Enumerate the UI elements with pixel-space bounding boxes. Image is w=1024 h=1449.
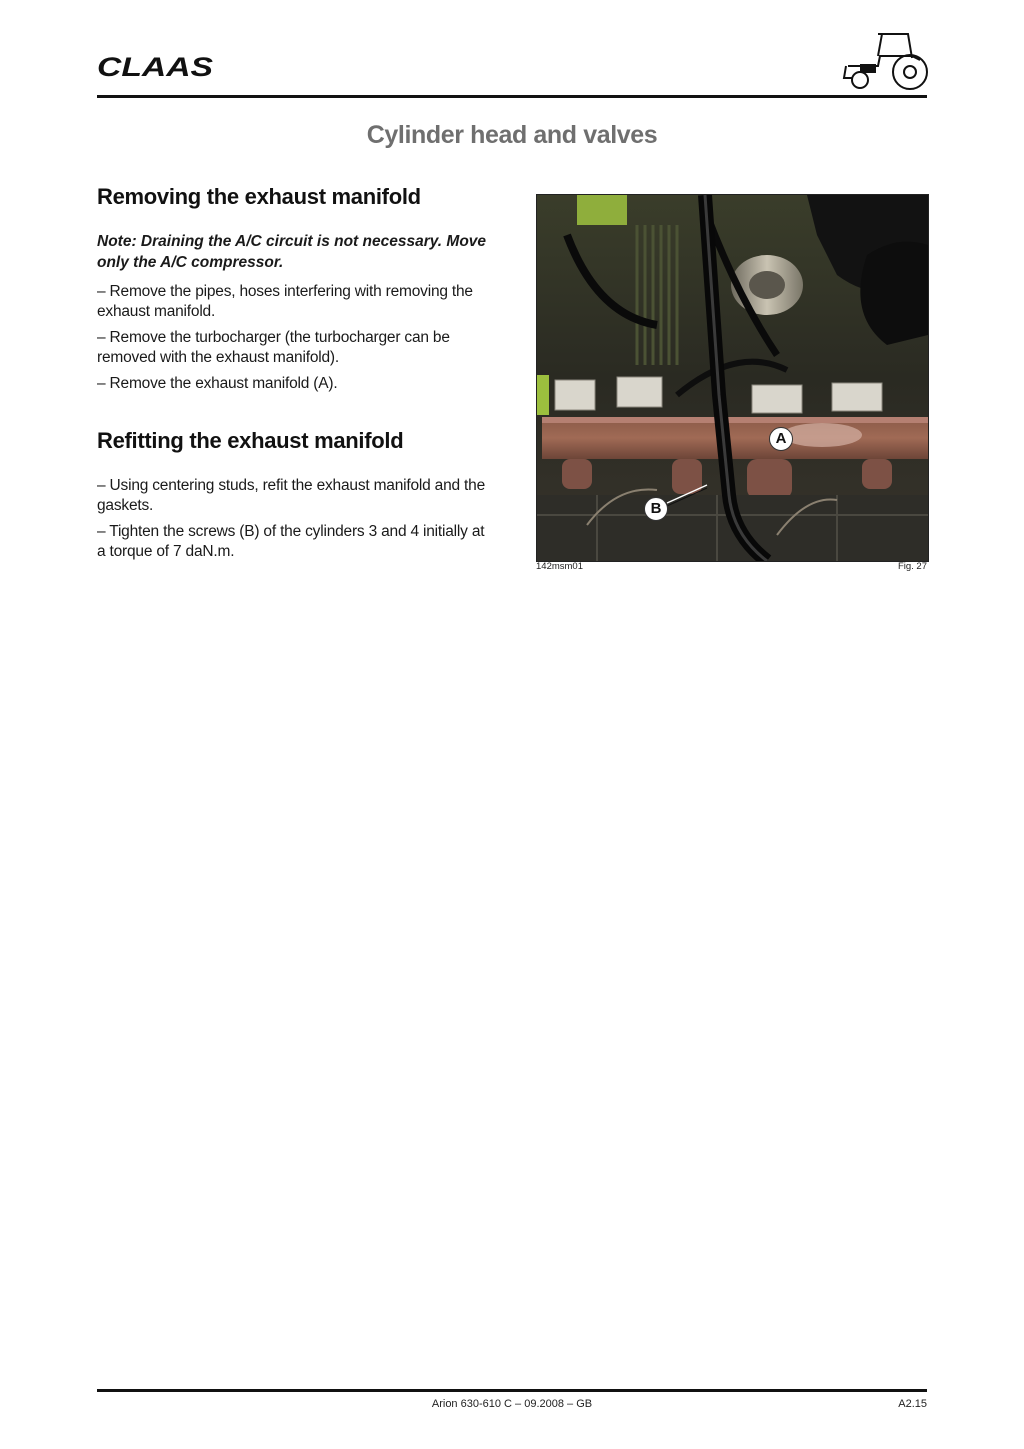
claas-logo <box>97 52 217 82</box>
page-number: A2.15 <box>898 1398 927 1410</box>
footer-rule <box>97 1389 927 1392</box>
logo-wordmark: CLAAS <box>97 52 213 82</box>
removing-steps <box>97 282 492 400</box>
step-text: – Remove the exhaust manifold (A). <box>97 375 338 392</box>
tractor-icon <box>838 30 930 92</box>
step-text: – Remove the pipes, hoses interfering with removing the exhaust manifold. <box>97 283 473 320</box>
note-block <box>97 231 492 273</box>
figure-image-id: 142msm01 <box>536 561 583 572</box>
step-text: – Tighten the screws (B) of the cylinders 3 and 4 initially at a torque of 7 daN.m. <box>97 523 485 560</box>
callout-a: A <box>769 427 793 451</box>
refitting-steps <box>97 476 492 568</box>
section-heading-removing: Removing the exhaust manifold <box>97 184 421 209</box>
section-refitting <box>97 428 492 454</box>
section-heading-refitting: Refitting the exhaust manifold <box>97 428 404 453</box>
section-removing <box>97 184 492 210</box>
engine-photo <box>536 194 929 562</box>
footer-doc-info: Arion 630-610 C – 09.2008 – GB <box>431 1398 593 1410</box>
header-rule <box>97 95 927 98</box>
callout-b: B <box>644 497 668 521</box>
figure-number: Fig. 27 <box>897 561 927 572</box>
note-text: Note: Draining the A/C circuit is not necessary. Move only the A/C compressor. <box>97 233 487 271</box>
page-title: Cylinder head and valves <box>366 121 658 149</box>
step-text: – Using centering studs, refit the exhaust manifold and the gaskets. <box>97 477 485 514</box>
step-text: – Remove the turbocharger (the turbocharger can be removed with the exhaust manifold). <box>97 329 450 366</box>
